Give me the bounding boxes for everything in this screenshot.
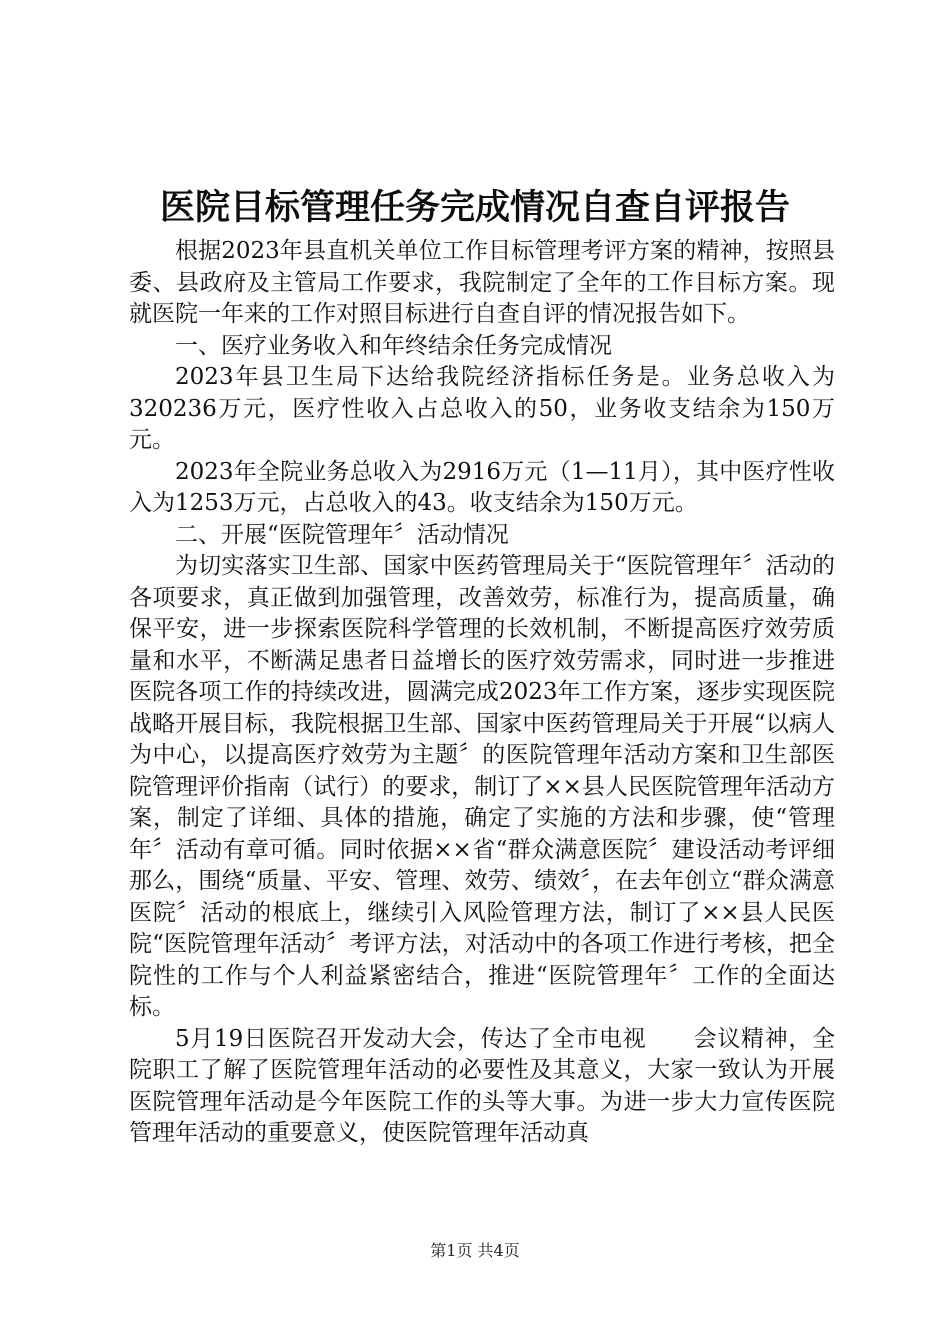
- paragraph-mobilization: 5月19日医院召开发动大会，传达了全市电视 会议精神，全院职工了解了医院管理年活动的必要性及其意义，大家一致认为开展医院管理年活动是今年医院工作的头等大事。为进一步大力宣传医院管理年活动的重要意义，使医院管理年活动真: [129, 1025, 835, 1146]
- paragraph-actual: 2023年全院业务总收入为2916万元（1—11月），其中医疗性收入为1253万元，占总收入的43。收支结余为150万元。: [129, 458, 835, 516]
- document-body: [129, 236, 835, 1150]
- intro-paragraph: 根据2023年县直机关单位工作目标管理考评方案的精神，按照县委、县政府及主管局工作要求，我院制定了全年的工作目标方案。现就医院一年来的工作对照目标进行自查自评的情况报告如下。: [129, 238, 835, 327]
- paragraph-target: 2023年县卫生局下达给我院经济指标任务是。业务总收入为320236万元，医疗性收入占总收入的50，业务收支结余为150万元。: [129, 364, 835, 453]
- section-heading-1: 一、医疗业务收入和年终结余任务完成情况: [175, 332, 612, 359]
- document-title: 医院目标管理任务完成情况自查自评报告: [159, 188, 790, 228]
- page-number-footer: 第1页 共4页: [430, 1241, 520, 1260]
- paragraph-management-year: 为切实落实卫生部、国家中医药管理局关于“医院管理年〞活动的各项要求，真正做到加强管理，改善效劳，标准行为，提高质量，确保平安，进一步探索医院科学管理的长效机制，不断提高医疗效劳质量和水平，不断满足患者日益增长的医疗效劳需求，同时进一步推进医院各项工作的持续改进，圆满完成2023年工作方案，逐步实现医院战略开展目标，我院根据卫生部、国家中医药管理局关于开展“以病人为中心，以提高医疗效劳为主题〞的医院管理年活动方案和卫生部医院管理评价指南（试行）的要求，制订了××县人民医院管理年活动方案，制定了详细、具体的措施，确定了实施的方法和步骤，使“管理年〞活动有章可循。同时依据××省“群众满意医院〞建设活动考评细那么，围绕“质量、平安、管理、效劳、绩效〞，在去年创立“群众满意医院〞活动的根底上，继续引入风险管理方法，制订了××县人民医院“医院管理年活动〞考评方法，对活动中的各项工作进行考核，把全院性的工作与个人利益紧密结合，推进“医院管理年〞工作的全面达标。: [129, 553, 835, 1020]
- section-heading-2: 二、开展“医院管理年〞活动情况: [175, 521, 509, 548]
